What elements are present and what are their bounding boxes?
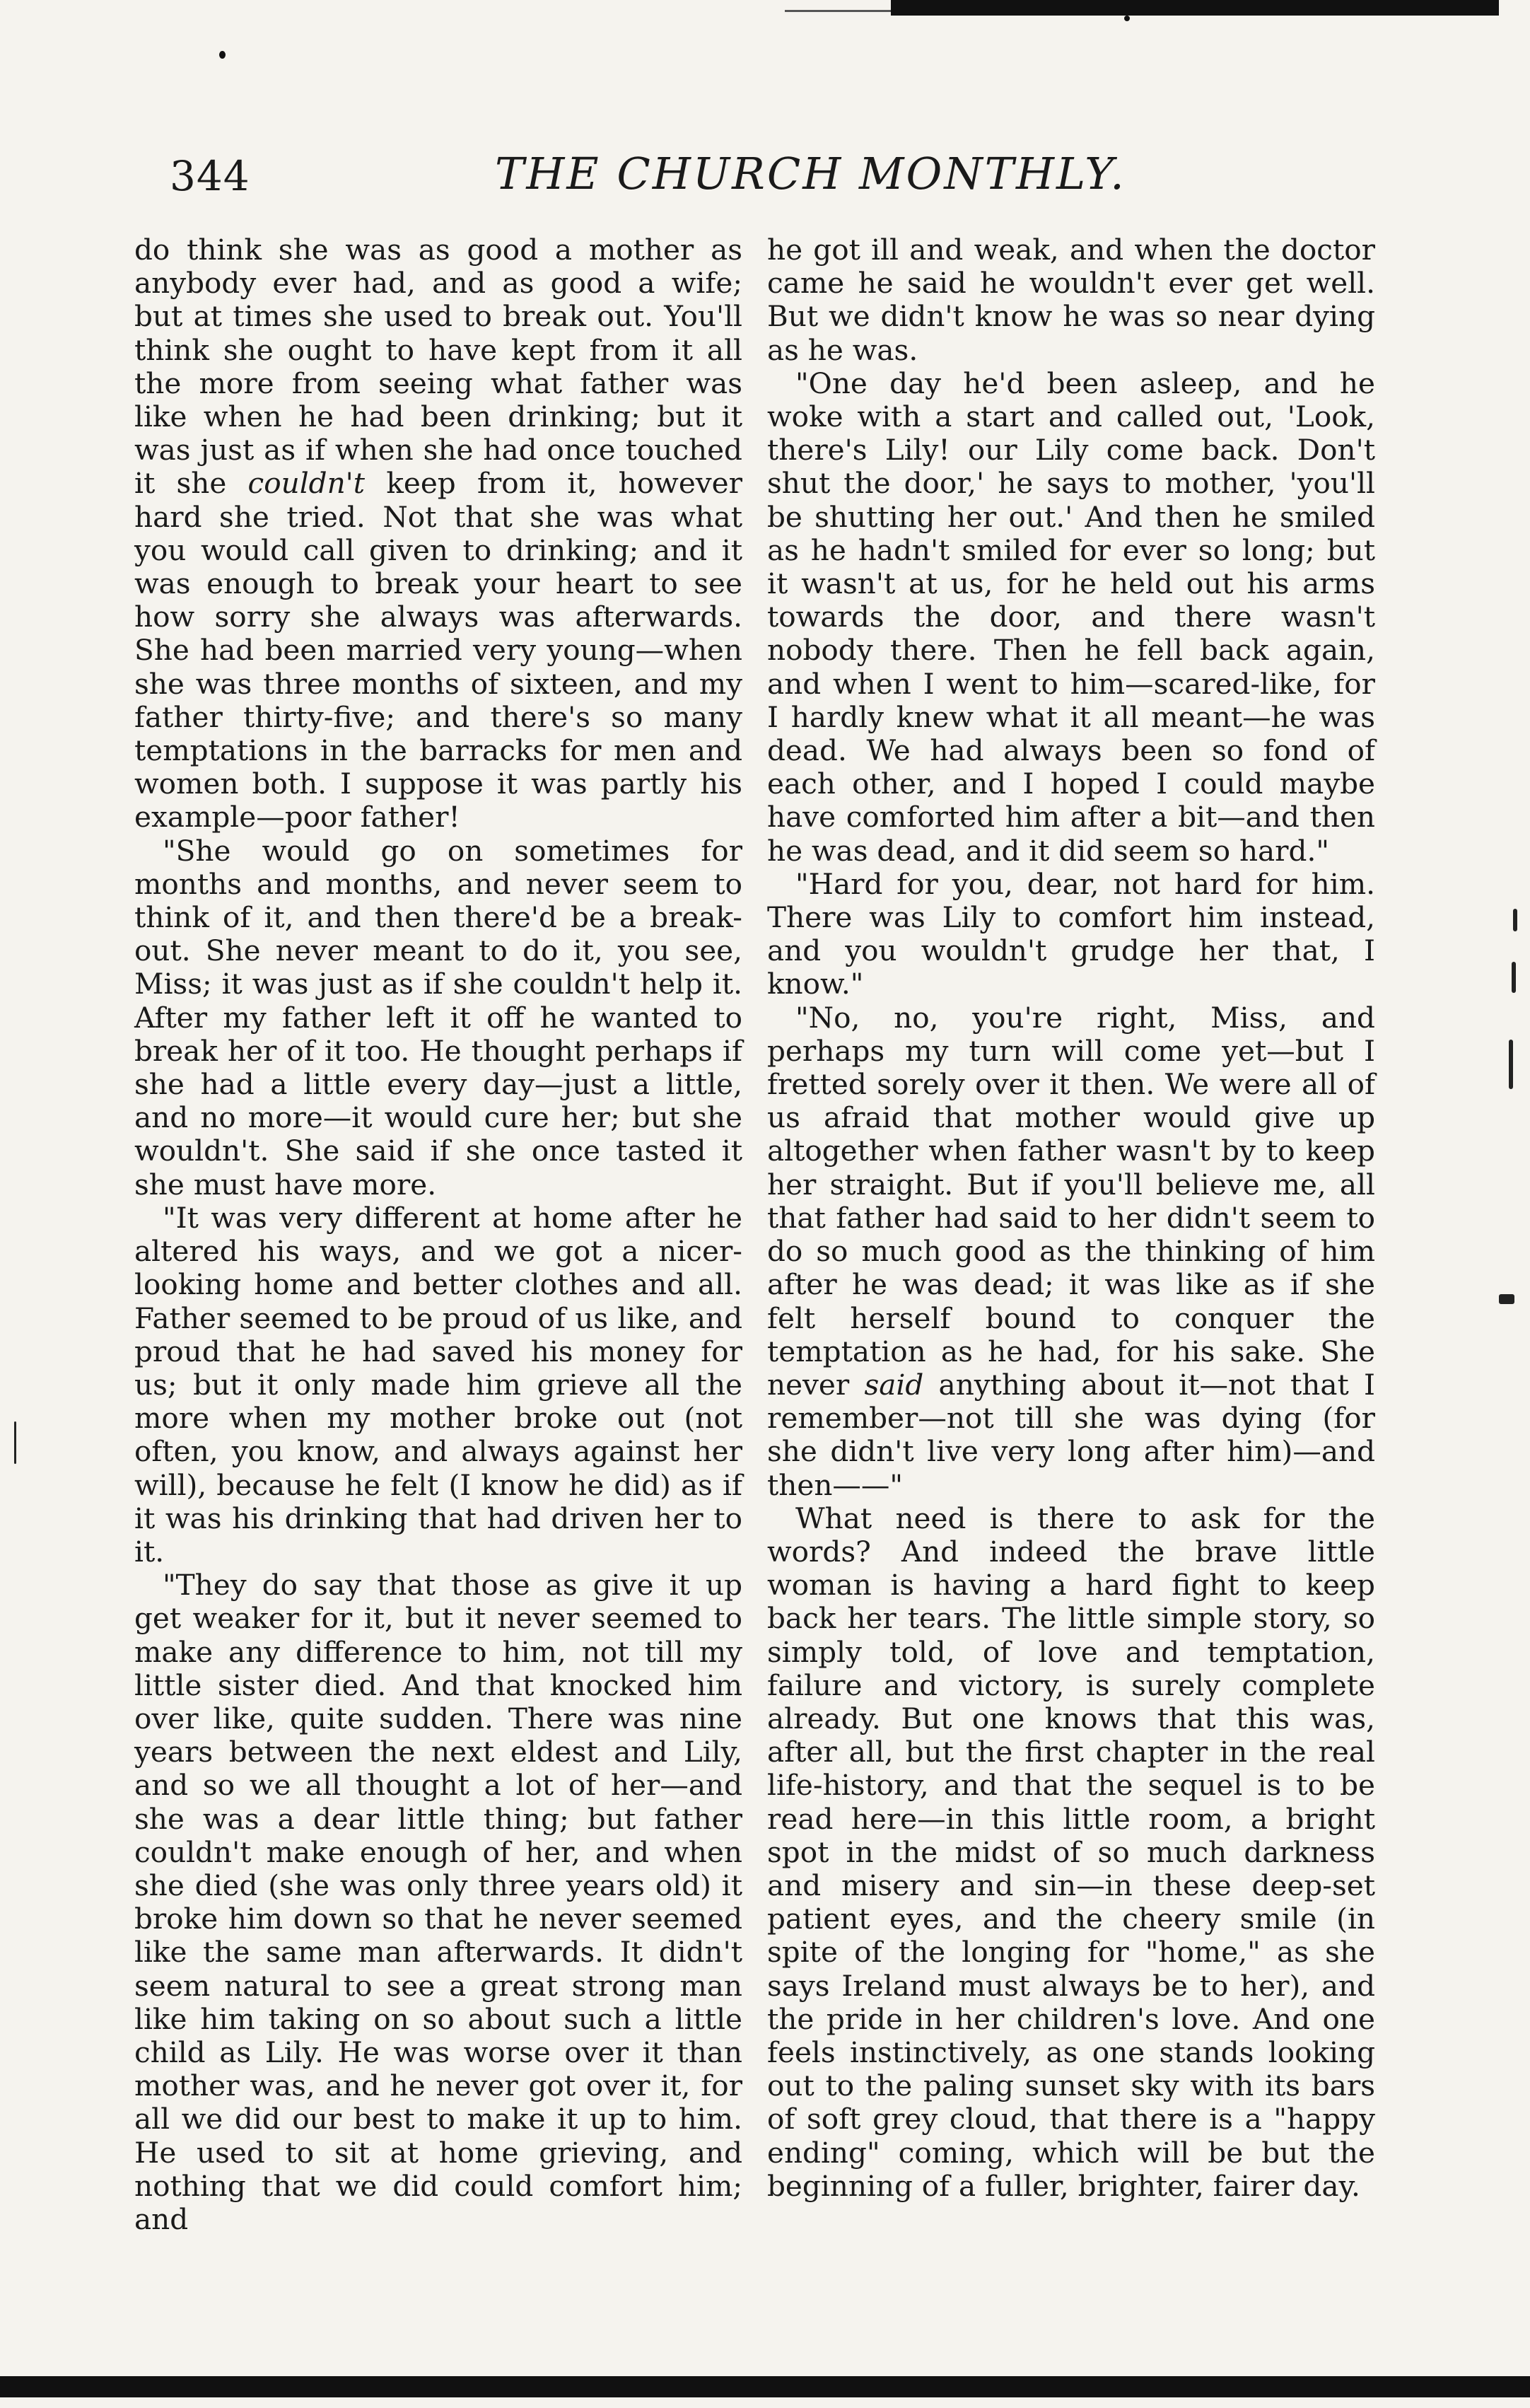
page-header bbox=[0, 138, 1530, 202]
emphasis: said bbox=[864, 1367, 924, 1402]
margin-mark bbox=[1499, 1294, 1514, 1304]
paragraph: "Hard for you, dear, not hard for him. There was Lily to comfort him instead, and you wouldn't grudge her that, I know." bbox=[767, 866, 1375, 1001]
running-title: THE CHURCH MONTHLY. bbox=[495, 148, 1126, 199]
bottom-rule bbox=[0, 2376, 1530, 2397]
paragraph: "She would go on sometimes for months and months, and never seem to think of it, and then there'd be a break-out. She never meant to do it, you see, Miss; it was just as if she couldn't help it. After my father left it off he wanted to break her of it too. He thought perhaps if she had a little every day—just a little, and no more—it would cure her; but she wouldn't. She said if she once tasted it she must have more. bbox=[134, 833, 742, 1202]
margin-mark bbox=[1512, 962, 1516, 993]
margin-mark bbox=[1509, 1040, 1513, 1089]
paragraph: What need is there to ask for the words? And indeed the brave little woman is having a hard fight to keep back her tears. The little simple story, so simply told, of love and temptation, failure and victory, is surely complete already. But one knows that this was, after all, but the first chapter in the real life-history, and that the sequel is to be read here—in this little room, a bright spot in the midst of so much darkness and misery and sin—in these deep-set patient eyes, and the cheery smile (in spite of the longing for "home," as she says Ireland must always be to her), and the pride in her children's love. And one feels instinctively, as one stands looking out to the paling sunset sky with its bars of soft grey cloud, that there is a "happy ending" coming, which will be but the beginning of a fuller, brighter, fairer day. bbox=[767, 1501, 1375, 2203]
ink-speck bbox=[219, 51, 226, 59]
ink-speck bbox=[1124, 16, 1130, 21]
page-number: 344 bbox=[170, 152, 250, 200]
margin-mark bbox=[1513, 909, 1517, 931]
margin-mark bbox=[14, 1421, 16, 1464]
paragraph: do think she was as good a mother as anybody ever had, and as good a wife; but at times she used to break out. You'll think she ought to have kept from it all the more from seeing what father was like when he had been drinking; but it was just as if when she had once touched it she couldn't keep from it, however hard she tried. Not that she was what you would call given to drinking; and it was enough to break your heart to see how sorry she always was afterwards. She had been married very young—when she was three months of sixteen, and my father thirty-five; and there's so many temptations in the barracks for men and women both. I suppose it was partly his example—poor father! bbox=[134, 233, 742, 834]
paragraph: "No, no, you're right, Miss, and perhaps my turn will come yet—but I fretted sorely over it then. We were all of us afraid that mother would give up altogether when father wasn't by to keep her straight. But if you'll believe me, all that father had said to her didn't seem to do so much good as the thinking of him after he was dead; it was like as if she felt herself bound to conquer the temptation as he had, for his sake. She never said anything about it—not that I remember—not till she was dying (for she didn't live very long after him)—and then——" bbox=[767, 1000, 1375, 1502]
top-rule-thin bbox=[785, 10, 891, 12]
paragraph: he got ill and weak, and when the doctor came he said he wouldn't ever get well. But we didn't know he was so near dying as he was. bbox=[767, 233, 1375, 367]
emphasis: couldn't bbox=[247, 466, 366, 501]
paragraph: "They do say that those as give it up get weaker for it, but it never seemed to make any difference to him, not till my little sister died. And that knocked him over like, quite sudden. There was nine years between the next eldest and Lily, and so we all thought a lot of her—and she was a dear little thing; but father couldn't make enough of her, and when she died (she was only three years old) it broke him down so that he never seemed like the same man afterwards. It didn't seem natural to see a great strong man like him taking on so about such a little child as Lily. He was worse over it than mother was, and he never got over it, for all we did our best to make it up to him. He used to sit at home grieving, and nothing that we did could comfort him; and bbox=[134, 1568, 742, 2236]
top-rule bbox=[891, 0, 1499, 16]
right-column bbox=[767, 233, 1375, 2203]
left-column bbox=[134, 233, 742, 2236]
paragraph: "One day he'd been asleep, and he woke with a start and called out, 'Look, there's Lily! our Lily come back. Don't shut the door,' he says to mother, 'you'll be shutting her out.' And then he smiled as he hadn't smiled for ever so long; but it wasn't at us, for he held out his arms towards the door, and there wasn't nobody there. Then he fell back again, and when I went to him—scared-like, for I hardly knew what it all meant—he was dead. We had always been so fond of each other, and I hoped I could maybe have comforted him after a bit—and then he was dead, and it did seem so hard." bbox=[767, 366, 1375, 868]
paragraph: "It was very different at home after he altered his ways, and we got a nicer-looking home and better clothes and all. Father seemed to be proud of us like, and proud that he had saved his money for us; but it only made him grieve all the more when my mother broke out (not often, you know, and always against her will), because he felt (I know he did) as if it was his drinking that had driven her to it. bbox=[134, 1200, 742, 1569]
